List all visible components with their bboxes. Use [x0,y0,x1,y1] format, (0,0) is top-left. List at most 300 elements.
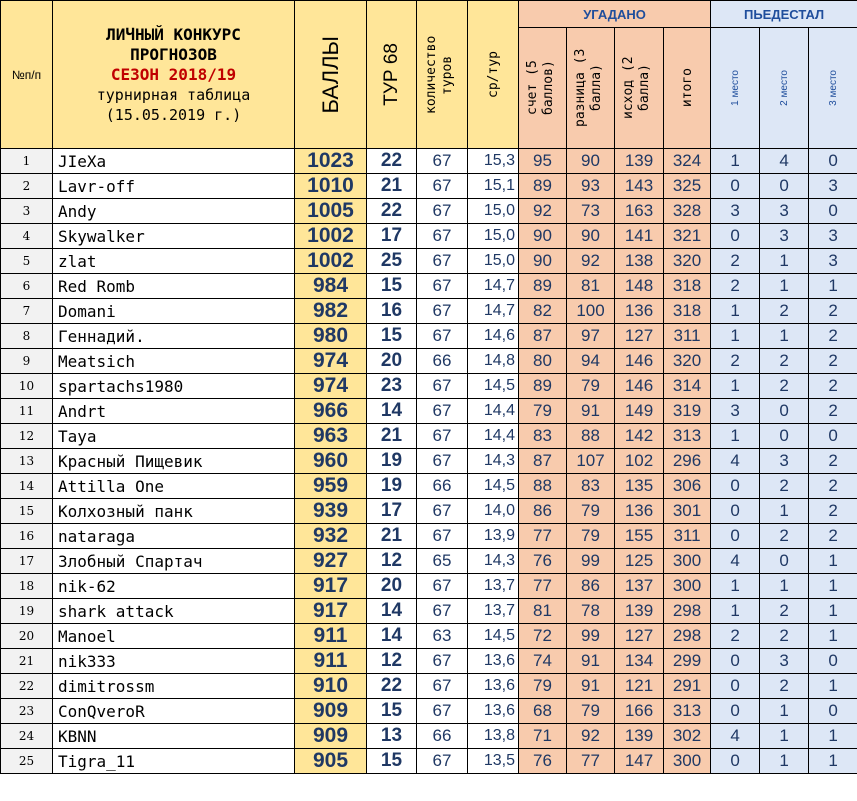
cell-balls: 909 [295,724,367,749]
cell-tours-count: 67 [417,649,468,674]
cell-balls: 905 [295,749,367,774]
cell-tours-count: 66 [417,724,468,749]
cell-place-2: 0 [760,399,809,424]
cell-place-3: 2 [809,499,857,524]
table-row [1,399,857,424]
cell-tour: 20 [367,349,417,374]
cell-tours-count: 63 [417,624,468,649]
cell-outcome: 139 [615,724,664,749]
cell-avg: 15,1 [468,174,519,199]
cell-tour: 21 [367,524,417,549]
header-position: №п/п [1,1,53,149]
cell-diff: 91 [567,649,615,674]
cell-tour: 13 [367,724,417,749]
cell-avg: 15,0 [468,249,519,274]
table-row [1,474,857,499]
cell-avg: 14,8 [468,349,519,374]
cell-score: 82 [519,299,567,324]
cell-place-1: 1 [711,299,760,324]
cell-diff: 78 [567,599,615,624]
cell-place-2: 2 [760,524,809,549]
cell-outcome: 148 [615,274,664,299]
cell-tours-count: 67 [417,749,468,774]
cell-avg: 14,4 [468,399,519,424]
cell-tour: 17 [367,499,417,524]
cell-place-2: 1 [760,324,809,349]
cell-outcome: 146 [615,349,664,374]
cell-score: 80 [519,349,567,374]
title-line-2: ПРОГНОЗОВ [130,44,217,64]
cell-tour: 14 [367,399,417,424]
cell-place-1: 1 [711,374,760,399]
cell-total: 313 [664,699,711,724]
cell-avg: 13,6 [468,699,519,724]
cell-balls: 939 [295,499,367,524]
cell-balls: 1005 [295,199,367,224]
cell-tours-count: 67 [417,199,468,224]
cell-place-1: 0 [711,699,760,724]
season-label: СЕЗОН 2018/19 [110,64,237,84]
header-outcome [615,28,664,149]
cell-score: 90 [519,224,567,249]
cell-tour: 12 [367,649,417,674]
cell-balls: 910 [295,674,367,699]
cell-outcome: 137 [615,574,664,599]
cell-diff: 93 [567,174,615,199]
cell-place-2: 0 [760,424,809,449]
table-row [1,324,857,349]
cell-place-3: 0 [809,149,857,174]
cell-avg: 13,5 [468,749,519,774]
cell-outcome: 136 [615,299,664,324]
cell-place-1: 0 [711,524,760,549]
table-row [1,249,857,274]
cell-place-1: 0 [711,499,760,524]
cell-diff: 100 [567,299,615,324]
cell-total: 325 [664,174,711,199]
cell-place-3: 2 [809,324,857,349]
cell-score: 71 [519,724,567,749]
table-row [1,574,857,599]
title-line-1: ЛИЧНЫЙ КОНКУРС [106,24,241,44]
cell-avg: 13,7 [468,599,519,624]
cell-place-2: 3 [760,224,809,249]
cell-diff: 92 [567,724,615,749]
cell-avg: 14,5 [468,374,519,399]
cell-balls: 982 [295,299,367,324]
cell-tours-count: 67 [417,274,468,299]
cell-score: 88 [519,474,567,499]
cell-score: 72 [519,624,567,649]
cell-outcome: 121 [615,674,664,699]
cell-diff: 90 [567,149,615,174]
cell-diff: 92 [567,249,615,274]
cell-place-1: 2 [711,274,760,299]
cell-place-2: 1 [760,249,809,274]
cell-total: 301 [664,499,711,524]
cell-balls: 911 [295,624,367,649]
cell-place-3: 0 [809,649,857,674]
cell-total: 319 [664,399,711,424]
cell-tour: 15 [367,274,417,299]
cell-position: 22 [1,674,53,699]
cell-avg: 14,4 [468,424,519,449]
cell-balls: 927 [295,549,367,574]
cell-tour: 16 [367,299,417,324]
cell-diff: 97 [567,324,615,349]
cell-diff: 99 [567,624,615,649]
cell-outcome: 135 [615,474,664,499]
header-podium: ПЬЕДЕСТАЛ [711,1,857,28]
cell-outcome: 149 [615,399,664,424]
cell-total: 311 [664,524,711,549]
table-row [1,299,857,324]
cell-place-1: 1 [711,324,760,349]
table-row [1,699,857,724]
cell-outcome: 127 [615,624,664,649]
cell-balls: 1010 [295,174,367,199]
cell-diff: 94 [567,349,615,374]
cell-place-2: 1 [760,274,809,299]
cell-total: 320 [664,349,711,374]
header-avg [468,1,519,149]
cell-total: 328 [664,199,711,224]
cell-player-name: dimitrossm [53,674,295,699]
header-tours-count [417,1,468,149]
cell-place-3: 0 [809,199,857,224]
cell-avg: 14,5 [468,624,519,649]
cell-score: 76 [519,549,567,574]
header-score-label: счет (5 баллов) [524,60,556,116]
cell-avg: 15,0 [468,224,519,249]
cell-balls: 1002 [295,249,367,274]
cell-tours-count: 67 [417,574,468,599]
table-row [1,649,857,674]
cell-player-name: ConQveroR [53,699,295,724]
cell-place-2: 2 [760,349,809,374]
cell-diff: 83 [567,474,615,499]
cell-player-name: spartachs1980 [53,374,295,399]
cell-place-3: 1 [809,274,857,299]
cell-total: 313 [664,424,711,449]
cell-player-name: zlat [53,249,295,274]
cell-avg: 13,9 [468,524,519,549]
table-row [1,724,857,749]
cell-outcome: 127 [615,324,664,349]
header-balls [295,1,367,149]
table-row [1,174,857,199]
cell-position: 14 [1,474,53,499]
cell-place-3: 3 [809,174,857,199]
cell-place-1: 4 [711,449,760,474]
cell-balls: 960 [295,449,367,474]
cell-avg: 13,6 [468,649,519,674]
cell-place-2: 2 [760,474,809,499]
cell-balls: 980 [295,324,367,349]
cell-outcome: 138 [615,249,664,274]
cell-avg: 14,0 [468,499,519,524]
cell-total: 311 [664,324,711,349]
cell-score: 79 [519,399,567,424]
cell-total: 300 [664,549,711,574]
cell-position: 17 [1,549,53,574]
cell-diff: 88 [567,424,615,449]
cell-place-1: 0 [711,674,760,699]
cell-total: 291 [664,674,711,699]
cell-place-3: 2 [809,449,857,474]
cell-player-name: Skywalker [53,224,295,249]
cell-position: 12 [1,424,53,449]
cell-score: 89 [519,174,567,199]
cell-place-2: 0 [760,549,809,574]
cell-position: 10 [1,374,53,399]
cell-diff: 91 [567,399,615,424]
cell-place-3: 3 [809,224,857,249]
cell-outcome: 125 [615,549,664,574]
cell-place-3: 2 [809,349,857,374]
cell-place-2: 2 [760,599,809,624]
cell-place-2: 3 [760,649,809,674]
cell-tour: 23 [367,374,417,399]
cell-tours-count: 66 [417,474,468,499]
cell-place-1: 1 [711,599,760,624]
cell-diff: 79 [567,699,615,724]
cell-place-2: 1 [760,749,809,774]
table-row [1,749,857,774]
cell-player-name: Геннадий. [53,324,295,349]
cell-position: 15 [1,499,53,524]
cell-place-3: 1 [809,674,857,699]
cell-place-1: 2 [711,349,760,374]
cell-outcome: 139 [615,599,664,624]
cell-balls: 1023 [295,149,367,174]
cell-player-name: nataraga [53,524,295,549]
cell-tour: 25 [367,249,417,274]
cell-diff: 91 [567,674,615,699]
cell-score: 86 [519,499,567,524]
cell-score: 87 [519,449,567,474]
cell-balls: 966 [295,399,367,424]
header-tours-count-label: количество туров [424,35,455,114]
cell-total: 302 [664,724,711,749]
cell-place-1: 3 [711,199,760,224]
cell-place-2: 2 [760,374,809,399]
subtitle-line-1: турнирная таблица [96,85,251,104]
cell-position: 2 [1,174,53,199]
cell-player-name: Andy [53,199,295,224]
cell-tour: 22 [367,674,417,699]
cell-place-3: 1 [809,599,857,624]
cell-player-name: nik-62 [53,574,295,599]
cell-tours-count: 67 [417,449,468,474]
cell-place-2: 4 [760,149,809,174]
cell-player-name: Taya [53,424,295,449]
table-row [1,424,857,449]
header-tour [367,1,417,149]
cell-outcome: 166 [615,699,664,724]
cell-place-2: 1 [760,574,809,599]
cell-position: 21 [1,649,53,674]
cell-place-3: 1 [809,574,857,599]
cell-place-1: 2 [711,624,760,649]
cell-total: 300 [664,749,711,774]
cell-total: 324 [664,149,711,174]
cell-outcome: 147 [615,749,664,774]
cell-score: 76 [519,749,567,774]
cell-diff: 79 [567,524,615,549]
cell-total: 318 [664,299,711,324]
table-row [1,599,857,624]
table-row [1,149,857,174]
cell-score: 89 [519,274,567,299]
header-diff-label: разница (3 балла) [572,48,604,128]
header-place-3-label: 3 место [827,70,839,106]
cell-place-2: 1 [760,699,809,724]
cell-tour: 20 [367,574,417,599]
cell-place-1: 0 [711,649,760,674]
cell-total: 299 [664,649,711,674]
cell-outcome: 102 [615,449,664,474]
cell-tours-count: 67 [417,224,468,249]
cell-place-1: 0 [711,749,760,774]
cell-total: 306 [664,474,711,499]
cell-balls: 917 [295,574,367,599]
cell-avg: 14,3 [468,549,519,574]
cell-balls: 909 [295,699,367,724]
cell-position: 18 [1,574,53,599]
header-avg-label: ср/тур [485,51,501,98]
cell-balls: 1002 [295,224,367,249]
cell-tour: 21 [367,424,417,449]
cell-position: 1 [1,149,53,174]
header-score [519,28,567,149]
cell-place-1: 0 [711,224,760,249]
page-title [53,1,295,149]
cell-tours-count: 67 [417,399,468,424]
cell-tour: 15 [367,749,417,774]
cell-outcome: 141 [615,224,664,249]
cell-position: 25 [1,749,53,774]
header-place-1-label: 1 место [729,70,741,106]
cell-place-1: 1 [711,149,760,174]
cell-avg: 15,0 [468,199,519,224]
header-balls-label: БАЛЛЫ [317,35,343,114]
header-tour-label: ТУР 68 [380,43,402,106]
cell-score: 77 [519,524,567,549]
cell-place-3: 2 [809,524,857,549]
cell-tours-count: 67 [417,499,468,524]
cell-place-2: 3 [760,199,809,224]
cell-place-3: 1 [809,549,857,574]
cell-place-1: 2 [711,249,760,274]
cell-avg: 13,6 [468,674,519,699]
header-total [664,28,711,149]
cell-tours-count: 67 [417,299,468,324]
cell-position: 3 [1,199,53,224]
cell-place-3: 3 [809,249,857,274]
cell-player-name: Attilla One [53,474,295,499]
cell-player-name: Andrt [53,399,295,424]
table-row [1,499,857,524]
cell-score: 68 [519,699,567,724]
cell-position: 13 [1,449,53,474]
cell-score: 79 [519,674,567,699]
cell-balls: 932 [295,524,367,549]
cell-total: 314 [664,374,711,399]
cell-tours-count: 67 [417,174,468,199]
cell-player-name: Meatsich [53,349,295,374]
cell-player-name: Колхозный панк [53,499,295,524]
cell-balls: 974 [295,374,367,399]
cell-place-1: 1 [711,424,760,449]
cell-score: 92 [519,199,567,224]
cell-player-name: Domani [53,299,295,324]
cell-tour: 17 [367,224,417,249]
cell-place-2: 2 [760,299,809,324]
cell-position: 4 [1,224,53,249]
cell-position: 6 [1,274,53,299]
cell-total: 298 [664,624,711,649]
cell-player-name: nik333 [53,649,295,674]
cell-balls: 963 [295,424,367,449]
cell-score: 95 [519,149,567,174]
table-row [1,524,857,549]
cell-score: 89 [519,374,567,399]
cell-place-3: 0 [809,424,857,449]
cell-avg: 13,7 [468,574,519,599]
subtitle-date: (15.05.2019 г.) [105,105,242,124]
cell-place-1: 1 [711,574,760,599]
cell-outcome: 134 [615,649,664,674]
cell-place-2: 2 [760,674,809,699]
cell-position: 23 [1,699,53,724]
cell-place-3: 2 [809,474,857,499]
cell-diff: 79 [567,374,615,399]
header-place-2-label: 2 место [778,70,790,106]
cell-outcome: 136 [615,499,664,524]
cell-place-2: 0 [760,174,809,199]
cell-avg: 13,8 [468,724,519,749]
cell-tour: 15 [367,324,417,349]
cell-place-1: 4 [711,724,760,749]
cell-tour: 14 [367,624,417,649]
cell-place-1: 0 [711,474,760,499]
cell-player-name: KBNN [53,724,295,749]
cell-place-1: 4 [711,549,760,574]
table-row [1,549,857,574]
cell-diff: 73 [567,199,615,224]
cell-outcome: 143 [615,174,664,199]
cell-tours-count: 67 [417,374,468,399]
cell-player-name: JIeXa [53,149,295,174]
cell-outcome: 155 [615,524,664,549]
cell-tour: 15 [367,699,417,724]
header-outcome-label: исход (2 балла) [621,56,652,120]
cell-position: 16 [1,524,53,549]
cell-score: 87 [519,324,567,349]
cell-position: 20 [1,624,53,649]
cell-avg: 14,6 [468,324,519,349]
header-place-2 [760,28,809,149]
cell-total: 296 [664,449,711,474]
cell-player-name: Red Romb [53,274,295,299]
cell-avg: 14,5 [468,474,519,499]
cell-diff: 99 [567,549,615,574]
header-diff [567,28,615,149]
cell-balls: 911 [295,649,367,674]
table-body [1,149,857,774]
cell-balls: 959 [295,474,367,499]
